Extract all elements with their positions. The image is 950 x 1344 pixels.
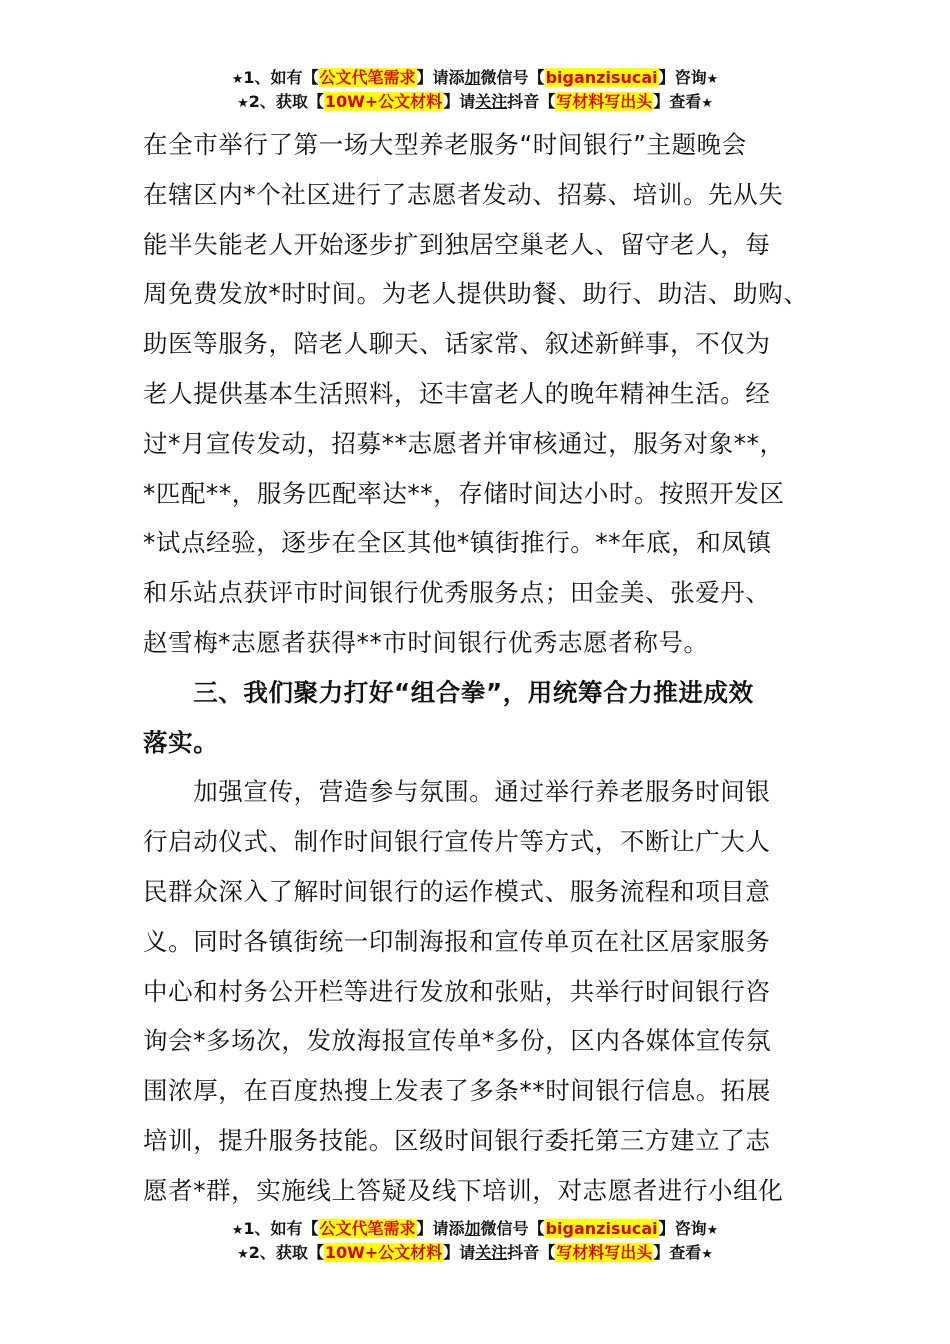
highlight-writing-service: 公文代笔需求 (319, 1219, 416, 1238)
document-body (143, 120, 815, 1216)
banner-text: 】请添 (416, 1219, 465, 1238)
body-line: 中心和村务公开栏等进行发放和张贴，共举行时间银行咨 (143, 976, 771, 1006)
footer-banner (0, 1218, 950, 1266)
star-icon: ★ (237, 1247, 249, 1262)
banner-text-underlined: 加 (464, 1219, 481, 1238)
body-line: 和乐站点获评市时间银行优秀服务点；田金美、张爱丹、 (143, 578, 771, 608)
banner-text: 】咨询 (658, 68, 707, 87)
star-icon: ★ (706, 72, 719, 87)
highlight-douyin-account: 写材料写出头 (556, 1243, 653, 1262)
star-icon: ★ (231, 1223, 244, 1238)
star-icon: ★ (701, 96, 713, 111)
highlight-materials: 10W+公文材料 (324, 1243, 443, 1262)
star-icon: ★ (706, 1223, 719, 1238)
banner-text-underlined: 关注 (475, 1243, 508, 1262)
body-line: 在辖区内*个社区进行了志愿者发动、招募、培训。先从失 (143, 179, 784, 209)
body-line: 能半失能老人开始逐步扩到独居空巢老人、留守老人，每 (143, 229, 771, 259)
highlight-writing-service: 公文代笔需求 (319, 68, 416, 87)
banner-line-1 (0, 67, 950, 91)
banner-text: 】查看 (653, 92, 702, 111)
body-line: 赵雪梅*志愿者获得**市时间银行优秀志愿者称号。 (143, 627, 709, 657)
section-heading: 三、我们聚力打好“组合拳”，用统筹合力推进成效 (143, 677, 754, 707)
banner-text: 抖音【 (507, 1243, 556, 1262)
body-line: 在全市举行了第一场大型养老服务“时间银行”主题晚会 (143, 130, 747, 159)
body-line: *试点经验，逐步在全区其他*镇街推行。**年底，和凤镇 (143, 528, 772, 558)
banner-line-2 (0, 91, 950, 115)
banner-text: 】请 (443, 1243, 476, 1262)
body-line: 愿者*群，实施线上答疑及线下培训，对志愿者进行小组化 (143, 1175, 784, 1205)
banner-text: 】查看 (653, 1243, 702, 1262)
highlight-wechat-id: biganzisucai (545, 1219, 658, 1238)
star-icon: ★ (231, 72, 244, 87)
body-line: 老人提供基本生活照料，还丰富老人的晚年精神生活。经 (143, 378, 771, 408)
body-line: 培训，提升服务技能。区级时间银行委托第三方建立了志 (143, 1125, 771, 1155)
body-line: 民群众深入了解时间银行的运作模式、服务流程和项目意 (143, 876, 771, 906)
banner-text: 】请添 (416, 68, 465, 87)
banner-text: 】请 (443, 92, 476, 111)
banner-text: 1、如有【 (243, 1219, 319, 1238)
body-line: 助医等服务，陪老人聊天、话家常、叙述新鲜事，不仅为 (143, 329, 771, 359)
body-line: 过*月宣传发动，招募**志愿者并审核通过，服务对象**， (143, 428, 785, 458)
body-line: 义。同时各镇街统一印制海报和宣传单页在社区居家服务 (143, 926, 771, 956)
highlight-douyin-account: 写材料写出头 (556, 92, 653, 111)
body-line: 加强宣传，营造参与氛围。通过举行养老服务时间银 (143, 777, 771, 807)
banner-text: 抖音【 (507, 92, 556, 111)
banner-line-1 (0, 1218, 950, 1242)
banner-text: 2、获取【 (248, 92, 324, 111)
body-line: 周免费发放*时时间。为老人提供助餐、助行、助洁、助购、 (143, 279, 809, 309)
highlight-wechat-id: biganzisucai (545, 68, 658, 87)
body-line: 行启动仪式、制作时间银行宣传片等方式，不断让广大人 (143, 827, 771, 857)
star-icon: ★ (701, 1247, 713, 1262)
banner-text-underlined: 关注 (475, 92, 508, 111)
highlight-materials: 10W+公文材料 (324, 92, 443, 111)
section-heading: 落实。 (143, 727, 219, 757)
banner-text: 微信号【 (480, 1219, 545, 1238)
body-line: 围浓厚，在百度热搜上发表了多条**时间银行信息。拓展 (143, 1076, 772, 1106)
banner-text: 2、获取【 (248, 1243, 324, 1262)
banner-text-underlined: 加 (464, 68, 481, 87)
banner-line-2 (0, 1242, 950, 1266)
star-icon: ★ (237, 96, 249, 111)
body-line: 询会*多场次，发放海报宣传单*多份，区内各媒体宣传氛 (143, 1026, 772, 1056)
banner-text: 微信号【 (480, 68, 545, 87)
body-line: *匹配**，服务匹配率达**，存储时间达小时。按照开发区 (143, 478, 785, 508)
banner-text: 1、如有【 (243, 68, 319, 87)
banner-text: 】咨询 (658, 1219, 707, 1238)
header-banner (0, 67, 950, 115)
